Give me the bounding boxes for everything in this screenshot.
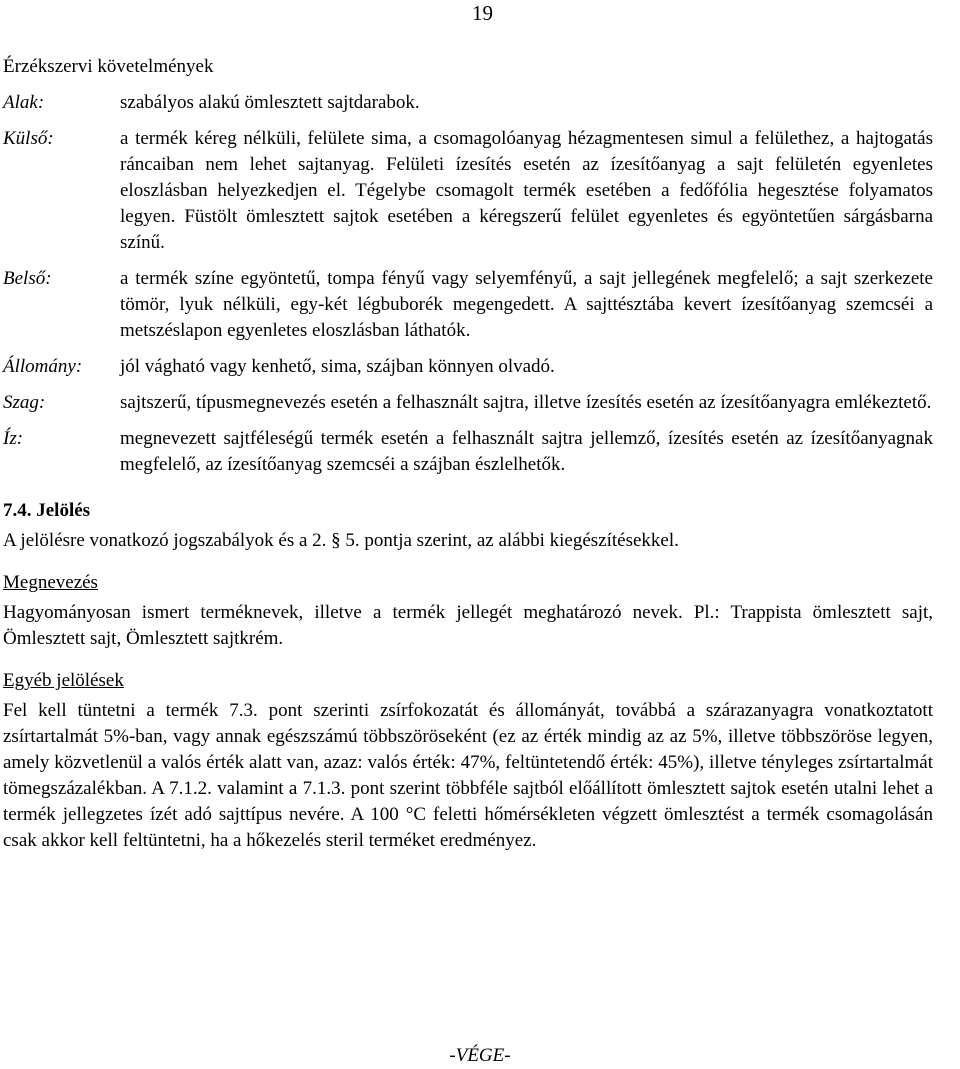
page-number: 19 (472, 1, 493, 25)
requirement-row-texture (3, 354, 933, 380)
requirement-row-smell (3, 390, 933, 416)
requirement-text: jól vágható vagy kenhető, sima, szájban könnyen olvadó. (120, 356, 555, 377)
requirement-text: szabályos alakú ömlesztett sajtdarabok. (120, 92, 420, 113)
requirement-label: Alak: (3, 92, 45, 113)
requirement-text: sajtszerű, típusmegnevezés esetén a felhasznált sajtra, illetve ízesítés esetén az ízesítőanyagra emlékeztető. (120, 392, 932, 413)
requirement-label: Íz: (3, 428, 24, 449)
requirement-label: Állomány: (3, 356, 83, 377)
requirement-text: a termék kéreg nélküli, felülete sima, a csomagolóanyag hézagmentesen simul a felülethez, a hajtogatás ráncaiban nem lehet sajtanyag. Felületi ízesítés esetén az ízesítőanyag a sajt felületén egyenletes eloszlásban helyezkedjen el. Tégelybe csomagolt termék esetében a fedőfólia hegesztése folyamatos legyen. Füstölt ömlesztett sajtok esetében a kéregszerű felület egyenletes és egyöntetűen sárgásbarna színű. (120, 128, 933, 253)
document-body (3, 54, 933, 870)
requirement-text: megnevezett sajtféleségű termék esetén a felhasznált sajtra jellemző, ízesítés esetén az ízesítőanyagnak megfelelő, az ízesítőanyag szemcséi a szájban észlelhetők. (120, 428, 933, 475)
end-marker: -VÉGE- (449, 1045, 511, 1066)
labeling-intro: A jelölésre vonatkozó jogszabályok és a 2. § 5. pontja szerint, az alábbi kiegészítésekkel. (3, 530, 679, 551)
requirement-row-taste (3, 426, 933, 478)
other-labels-paragraph: Fel kell tüntetni a termék 7.3. pont szerinti zsírfokozatát és állományát, továbbá a szárazanyagra vonatkoztatott zsírtartalmát 5%-ban, vagy annak egészszámú többszöröseként (ez az érték mindig az az 5%, illetve többszöröse legyen, amely közvetlenül a valós érték alatt van, azaz: valós érték: 47%, feltüntetendő érték: 45%), illetve tényleges zsírtartalmát tömegszázalékban. A 7.1.2. valamint a 7.1.3. pont szerint többféle sajtból előállított ömlesztett sajtok esetén utalni lehet a termék jellegzetes ízét adó sajttípus nevére. A 100 °C feletti hőmérsékleten végzett ömlesztést a termék csomagolásán csak akkor kell feltüntetni, ha a hőkezelés steril terméket eredményez. (3, 700, 933, 851)
other-labels-subheading: Egyéb jelölések (3, 670, 124, 691)
requirement-row-shape (3, 90, 933, 116)
requirement-label: Szag: (3, 392, 46, 413)
requirement-row-interior (3, 266, 933, 344)
labeling-heading: 7.4. Jelölés (3, 500, 91, 521)
naming-paragraph: Hagyományosan ismert terméknevek, illetve a termék jellegét meghatározó nevek. Pl.: Trappista ömlesztett sajt, Ömlesztett sajt, Ömlesztett sajtkrém. (3, 602, 933, 649)
requirement-text: a termék színe egyöntetű, tompa fényű vagy selyemfényű, a sajt jellegének megfelelő; a sajt szerkezete tömör, lyuk nélküli, egy-két légbuborék megengedett. A sajttésztába kevert ízesítőanyag szemcséi a metszéslapon egyenletes eloszlásban láthatók. (120, 268, 933, 341)
sensory-section-title: Érzékszervi követelmények (3, 56, 214, 77)
requirement-label: Belső: (3, 268, 52, 289)
requirement-row-exterior (3, 126, 933, 256)
naming-subheading: Megnevezés (3, 572, 98, 593)
requirement-label: Külső: (3, 128, 54, 149)
